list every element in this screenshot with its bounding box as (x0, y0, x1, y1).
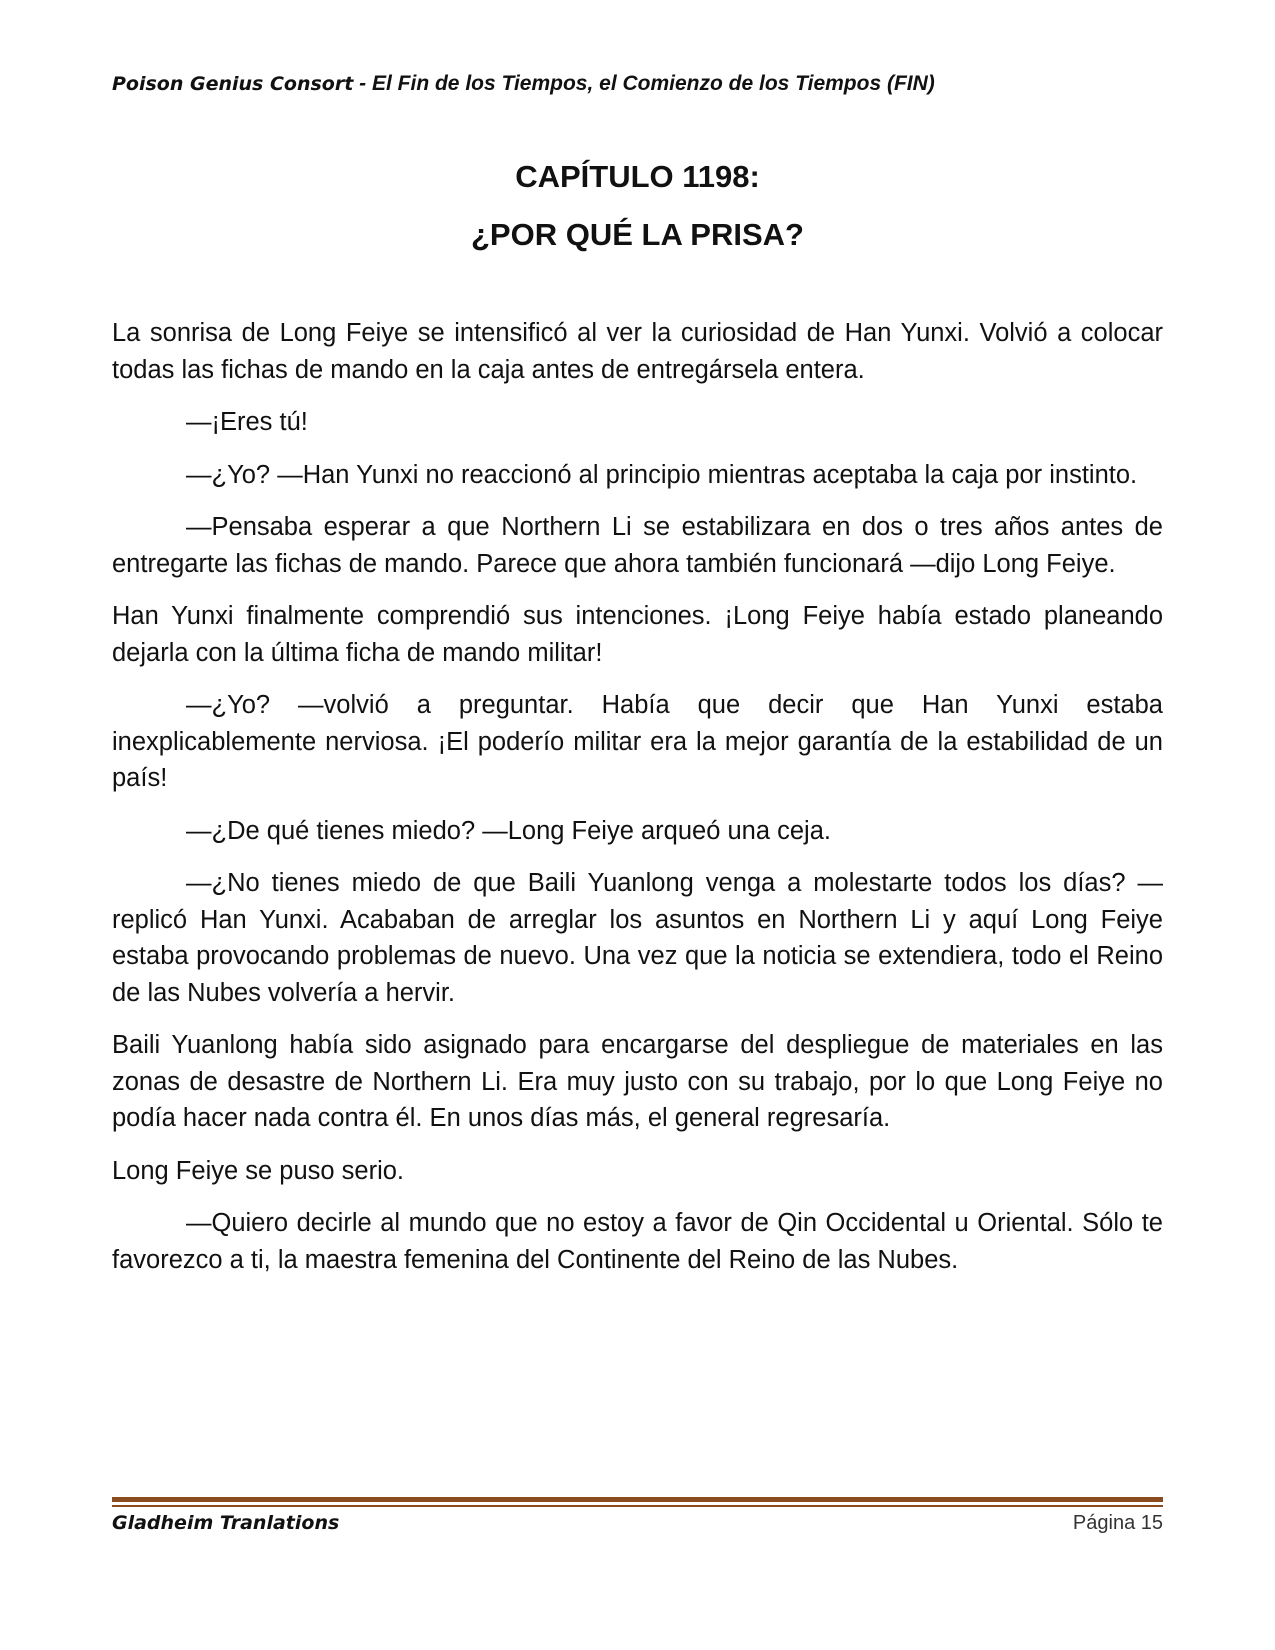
paragraph: Long Feiye se puso serio. (112, 1156, 405, 1185)
book-title: Poison Genius Consort (112, 73, 354, 95)
paragraph: —Pensaba esperar a que Northern Li se estabilizara en dos o tres años antes de entregarte las fichas de mando. Parece que ahora también funcionará —dijo Long Feiye. (112, 513, 1163, 578)
chapter-number: CAPÍTULO 1198: (515, 159, 760, 194)
chapter-body (112, 315, 1163, 1294)
paragraph: La sonrisa de Long Feiye se intensificó al ver la curiosidad de Han Yunxi. Volvió a colocar todas las fichas de mando en la caja antes de entregársela entera. (112, 319, 1163, 384)
chapter-title: ¿POR QUÉ LA PRISA? (471, 217, 804, 252)
paragraph: —¿Yo? —volvió a preguntar. Había que decir que Han Yunxi estaba inexplicablemente nerviosa. ¡El poderío militar era la mejor garantía de la estabilidad de un país! (112, 691, 1163, 792)
footer-publisher: Gladheim Tranlations (112, 1512, 340, 1534)
volume-title: El Fin de los Tiempos, el Comienzo de los Tiempos (FIN) (371, 72, 935, 95)
paragraph: —¿De qué tienes miedo? —Long Feiye arqueó una ceja. (186, 816, 831, 845)
paragraph: —¿No tienes miedo de que Baili Yuanlong venga a molestarte todos los días? —replicó Han Yunxi. Acababan de arreglar los asuntos en Northern Li y aquí Long Feiye estaba provocando problemas de nuevo. Una vez que la noticia se extendiera, todo el Reino de las Nubes volvería a hervir. (112, 869, 1163, 1007)
paragraph: —¡Eres tú! (186, 408, 308, 436)
paragraph: Han Yunxi finalmente comprendió sus intenciones. ¡Long Feiye había estado planeando dejarla con la última ficha de mando militar! (112, 602, 1163, 667)
footer-divider-thick (112, 1497, 1163, 1502)
chapter-heading (112, 148, 1163, 264)
header-separator: - (353, 72, 372, 95)
paragraph: —¿Yo? —Han Yunxi no reaccionó al principio mientras aceptaba la caja por instinto. (186, 460, 1138, 489)
running-header (112, 72, 935, 96)
footer-divider-thin (112, 1505, 1163, 1507)
paragraph: —Quiero decirle al mundo que no estoy a favor de Qin Occidental u Oriental. Sólo te favorezco a ti, la maestra femenina del Continente del Reino de las Nubes. (112, 1209, 1163, 1274)
paragraph: Baili Yuanlong había sido asignado para encargarse del despliegue de materiales en las zonas de desastre de Northern Li. Era muy justo con su trabajo, por lo que Long Feiye no podía hacer nada contra él. En unos días más, el general regresaría. (112, 1031, 1163, 1132)
page-number: Página 15 (1072, 1512, 1163, 1534)
